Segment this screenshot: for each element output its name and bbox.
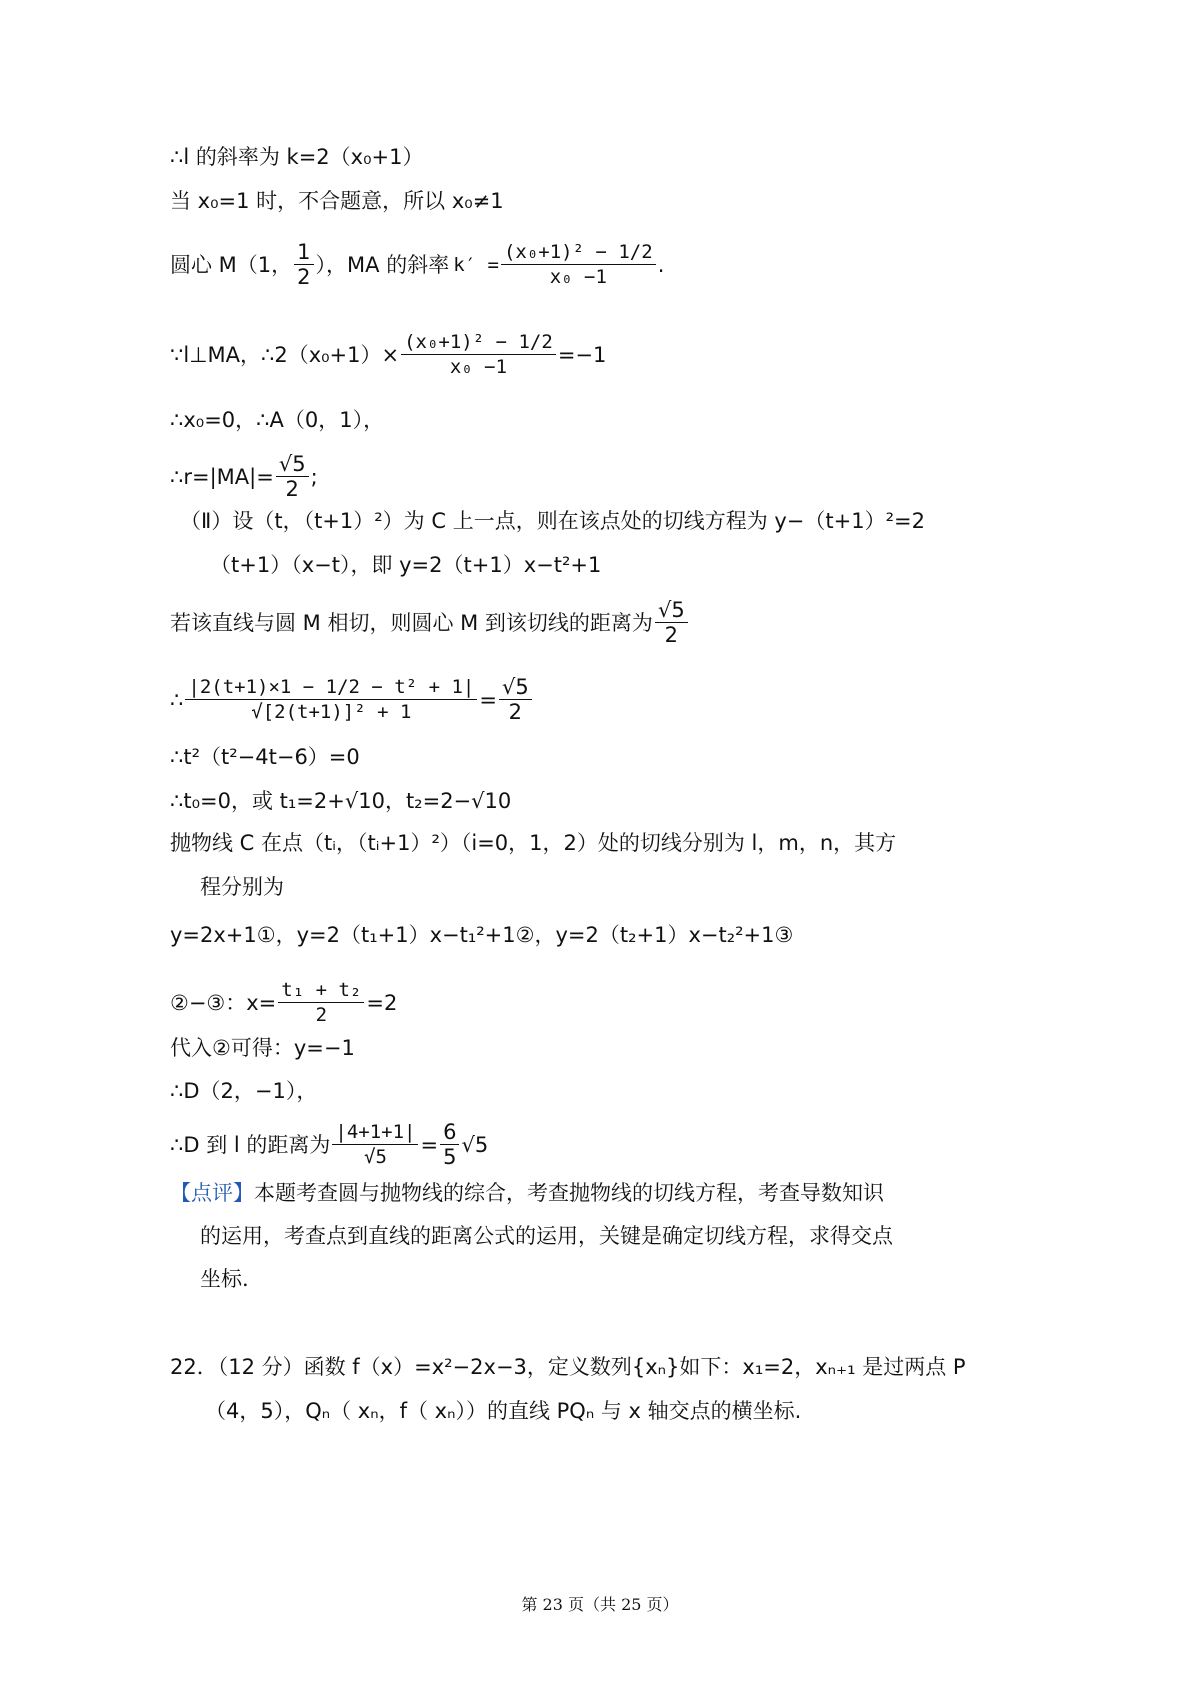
text-segment: ∴: [170, 687, 184, 712]
line-d-distance: [170, 1120, 488, 1169]
line-substitute: 代入②可得：y=−1: [170, 1036, 355, 1060]
fraction-radius: [655, 598, 688, 647]
line-comment: [170, 1178, 884, 1208]
fraction-radius: [499, 675, 532, 724]
fraction-numerator: |2(t+1)×1 − 1/2 − t² + 1|: [185, 675, 477, 700]
line-comment-cont: 的运用，考查点到直线的距离公式的运用，关键是确定切线方程，求得交点: [200, 1224, 893, 1248]
fraction-ma-slope: [401, 330, 556, 379]
text-segment: ∴r=|MA|=: [170, 464, 274, 489]
comment-text: 本题考查圆与抛物线的综合，考查抛物线的切线方程，考查导数知识: [254, 1181, 884, 1205]
fraction-denominator: √5: [364, 1146, 387, 1168]
line-point-d: ∴D（2，−1），: [170, 1079, 318, 1103]
text-segment: √5: [461, 1132, 489, 1157]
fraction-numerator: √5: [655, 598, 688, 623]
fraction-denominator: 2: [664, 623, 678, 647]
line-part2-intro: （Ⅱ）设（t，（t+1）²）为 C 上一点，则在该点处的切线方程为 y−（t+1）²=2: [180, 509, 925, 533]
fraction-distance: [185, 675, 477, 724]
line-tangent-distance: [170, 598, 690, 647]
fraction-numerator: t₁ + t₂: [278, 978, 364, 1003]
line-perpendicular: [170, 330, 606, 379]
line-tangent-equation: （t+1）（x−t），即 y=2（t+1）x−t²+1: [210, 553, 602, 577]
fraction-denominator: x₀ −1: [549, 266, 607, 288]
fraction-denominator: 2: [297, 265, 311, 289]
text-segment: =: [479, 687, 497, 712]
fraction-d-distance: [332, 1120, 418, 1169]
fraction-denominator: 2: [508, 700, 523, 724]
line-point-a: ∴x₀=0，∴A（0，1），: [170, 408, 385, 432]
line-distance-equation: [170, 675, 534, 724]
text-segment: =2: [366, 990, 398, 1015]
line-comment-end: 坐标.: [200, 1267, 249, 1291]
fraction-half: [294, 240, 313, 289]
slope-symbol: k′ =: [453, 253, 499, 276]
text-segment: =−1: [557, 342, 607, 367]
comment-label: 【点评】: [170, 1181, 254, 1205]
text-segment: 若该直线与圆 M 相切，则圆心 M 到该切线的距离为: [170, 610, 653, 635]
fraction-denominator: 2: [315, 1004, 328, 1026]
text-segment: ∵l⊥MA，∴2（x₀+1）×: [170, 342, 400, 367]
text-segment: =: [420, 1132, 439, 1157]
fraction-denominator: 2: [285, 477, 299, 501]
line-slope-l: ∴l 的斜率为 k=2（x₀+1）: [170, 145, 424, 169]
fraction-numerator: 6: [440, 1120, 459, 1145]
line-problem-22-cont: （4，5），Qₙ（ xₙ，f（ xₙ））的直线 PQₙ 与 x 轴交点的横坐标.: [205, 1399, 802, 1423]
fraction-denominator: 5: [443, 1145, 457, 1169]
line-radius: [170, 452, 318, 501]
fraction-six-fifths: [440, 1120, 459, 1169]
line-t-equation: ∴t²（t²−4t−6）=0: [170, 745, 360, 769]
fraction-numerator: 1: [294, 240, 313, 265]
fraction-denominator: x₀ −1: [449, 356, 508, 378]
line-equations-are: 程分别为: [200, 875, 284, 899]
text-segment: ∴D 到 l 的距离为: [170, 1132, 331, 1157]
line-parabola-tangents: 抛物线 C 在点（tᵢ，（tᵢ+1）²）（i=0，1，2）处的切线分别为 l，m，n，其方: [170, 831, 897, 855]
fraction-numerator: √5: [276, 452, 309, 477]
fraction-numerator: (x₀+1)² − 1/2: [401, 330, 556, 355]
text-segment: ;: [310, 464, 318, 489]
text-segment: .: [657, 252, 665, 277]
line-problem-22: 22．（12 分）函数 f（x）=x²−2x−3，定义数列{xₙ}如下：x₁=2，xₙ₊₁ 是过两点 P: [170, 1355, 966, 1379]
fraction-ma-slope: [501, 240, 656, 289]
fraction-radius: [276, 452, 309, 501]
text-segment: 圆心 M（1，: [170, 252, 293, 277]
line-t-roots: ∴t₀=0，或 t₁=2+√10，t₂=2−√10: [170, 789, 512, 813]
line-subtract: [170, 978, 397, 1027]
page-footer: 第 23 页（共 25 页）: [521, 1595, 679, 1614]
fraction-numerator: (x₀+1)² − 1/2: [501, 240, 656, 265]
line-center-m: [170, 240, 664, 289]
text-segment: ），MA 的斜率: [315, 252, 450, 277]
line-x0-condition: 当 x₀=1 时，不合题意，所以 x₀≠1: [170, 189, 504, 213]
text-segment: ②−③：x=: [170, 990, 277, 1015]
fraction-t-mean: [278, 978, 364, 1027]
line-tangent-list: y=2x+1①，y=2（t₁+1）x−t₁²+1②，y=2（t₂+1）x−t₂²+1③: [170, 923, 794, 947]
fraction-numerator: √5: [499, 675, 532, 700]
fraction-denominator: √[2(t+1)]² + 1: [251, 701, 412, 723]
fraction-numerator: |4+1+1|: [332, 1120, 418, 1145]
